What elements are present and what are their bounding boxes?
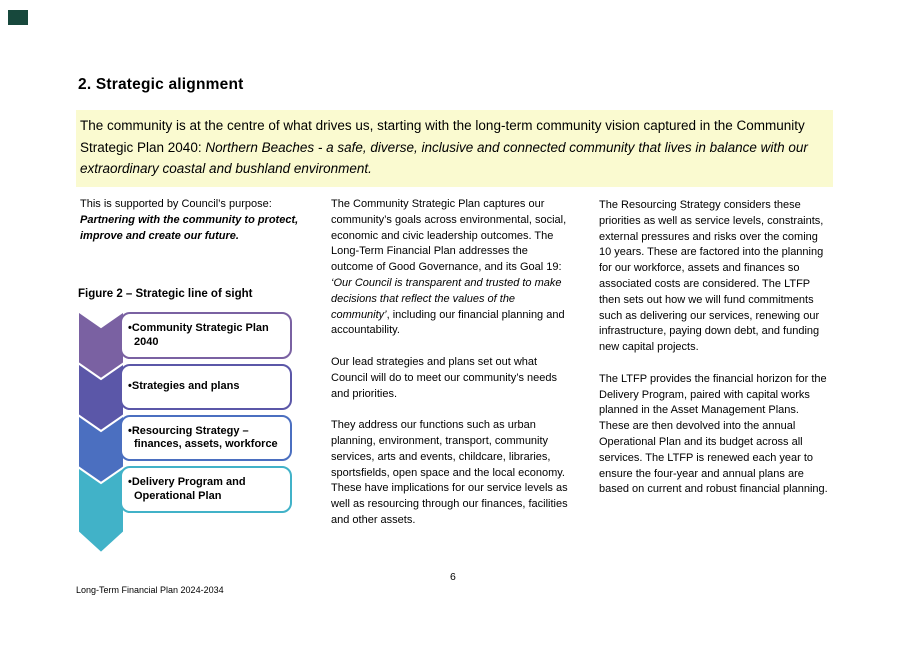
bullet: • bbox=[128, 476, 132, 488]
diagram-box-text bbox=[122, 376, 247, 398]
bullet: • bbox=[128, 424, 132, 437]
paragraph-ltfp-horizon: The LTFP provides the financial horizon for the Delivery Program, paired with capital works planned in the Asset Management Plans. These are then devolved into the annual Operational Plan and its budget across all services. The LTFP is renewed each year to ensure the four-year and annual plans are based on current and robust financial planning. bbox=[599, 372, 828, 496]
highlight-text-normal: The community is at the centre of what drives us, starting with the long-term community vision captured in the Community Strategic Plan 2040: bbox=[80, 118, 805, 155]
diagram-box-text bbox=[122, 472, 290, 507]
diagram-box-text bbox=[122, 421, 290, 456]
diagram-box-label: Strategies and plans bbox=[131, 380, 240, 393]
diagram-box-text bbox=[122, 318, 290, 353]
chevron-stack bbox=[77, 310, 125, 555]
footer-text: Long-Term Financial Plan 2024-2034 bbox=[76, 585, 224, 595]
column-left bbox=[80, 197, 308, 260]
corner-mark bbox=[8, 10, 28, 25]
csp-text-end: , including our financial planning and accountability. bbox=[331, 308, 565, 337]
paragraph-functions: They address our functions such as urban planning, environment, transport, community services, arts and events, childcare, libraries, sportsfields, open space and the local economy. These have implications for our service levels as well as resourcing through our finances, facilities and other assets. bbox=[331, 419, 568, 526]
paragraph-csp bbox=[331, 197, 568, 339]
highlight-text-italic: Northern Beaches - a safe, diverse, inclusive and connected community that lives in balance with our extraordinary coastal and bushland environment. bbox=[80, 139, 808, 176]
diagram-box-label: Resourcing Strategy – finances, assets, workforce bbox=[131, 424, 278, 450]
diagram-box-label: Community Strategic Plan 2040 bbox=[131, 322, 269, 348]
column-middle bbox=[331, 197, 568, 545]
strategic-diagram bbox=[77, 310, 305, 555]
purpose-paragraph bbox=[80, 197, 308, 244]
figure-caption: Figure 2 – Strategic line of sight bbox=[78, 288, 253, 300]
csp-text: The Community Strategic Plan captures our community’s goals across environmental, social, economic and civic leadership outcomes. The Long-Term Financial Plan addresses the outcome of Good Governance, and its Goal 19: bbox=[331, 198, 567, 274]
paragraph-lead-strategies: Our lead strategies and plans set out what Council will do to meet our community’s needs and priorities. bbox=[331, 355, 558, 400]
paragraph-resourcing-strategy: The Resourcing Strategy considers these priorities as well as service levels, constraints, external pressures and risks over the coming 10 years. These are factored into the planning for our workforce, assets and finances so associated costs are considered. The LTFP then sets out how we will fund commitments such as delivering our services, renewing our infrastructure, paying down debt, and funding new capital projects. bbox=[599, 199, 824, 354]
diagram-box bbox=[120, 415, 292, 461]
page-number: 6 bbox=[450, 571, 456, 583]
bullet: • bbox=[128, 380, 132, 393]
diagram-box bbox=[120, 364, 292, 410]
column-right bbox=[599, 198, 832, 514]
purpose-statement: Partnering with the community to protect, improve and create our future. bbox=[80, 213, 299, 242]
page-title: 2. Strategic alignment bbox=[78, 76, 244, 93]
highlight-box bbox=[76, 110, 833, 187]
bullet: • bbox=[128, 322, 132, 334]
diagram-box bbox=[120, 312, 292, 359]
purpose-intro: This is supported by Council’s purpose: bbox=[80, 198, 272, 210]
diagram-box bbox=[120, 466, 292, 513]
csp-quote: ‘Our Council is transparent and trusted to make decisions that reflect the values of the community’ bbox=[331, 276, 562, 321]
diagram-box-label: Delivery Program and Operational Plan bbox=[131, 476, 246, 502]
